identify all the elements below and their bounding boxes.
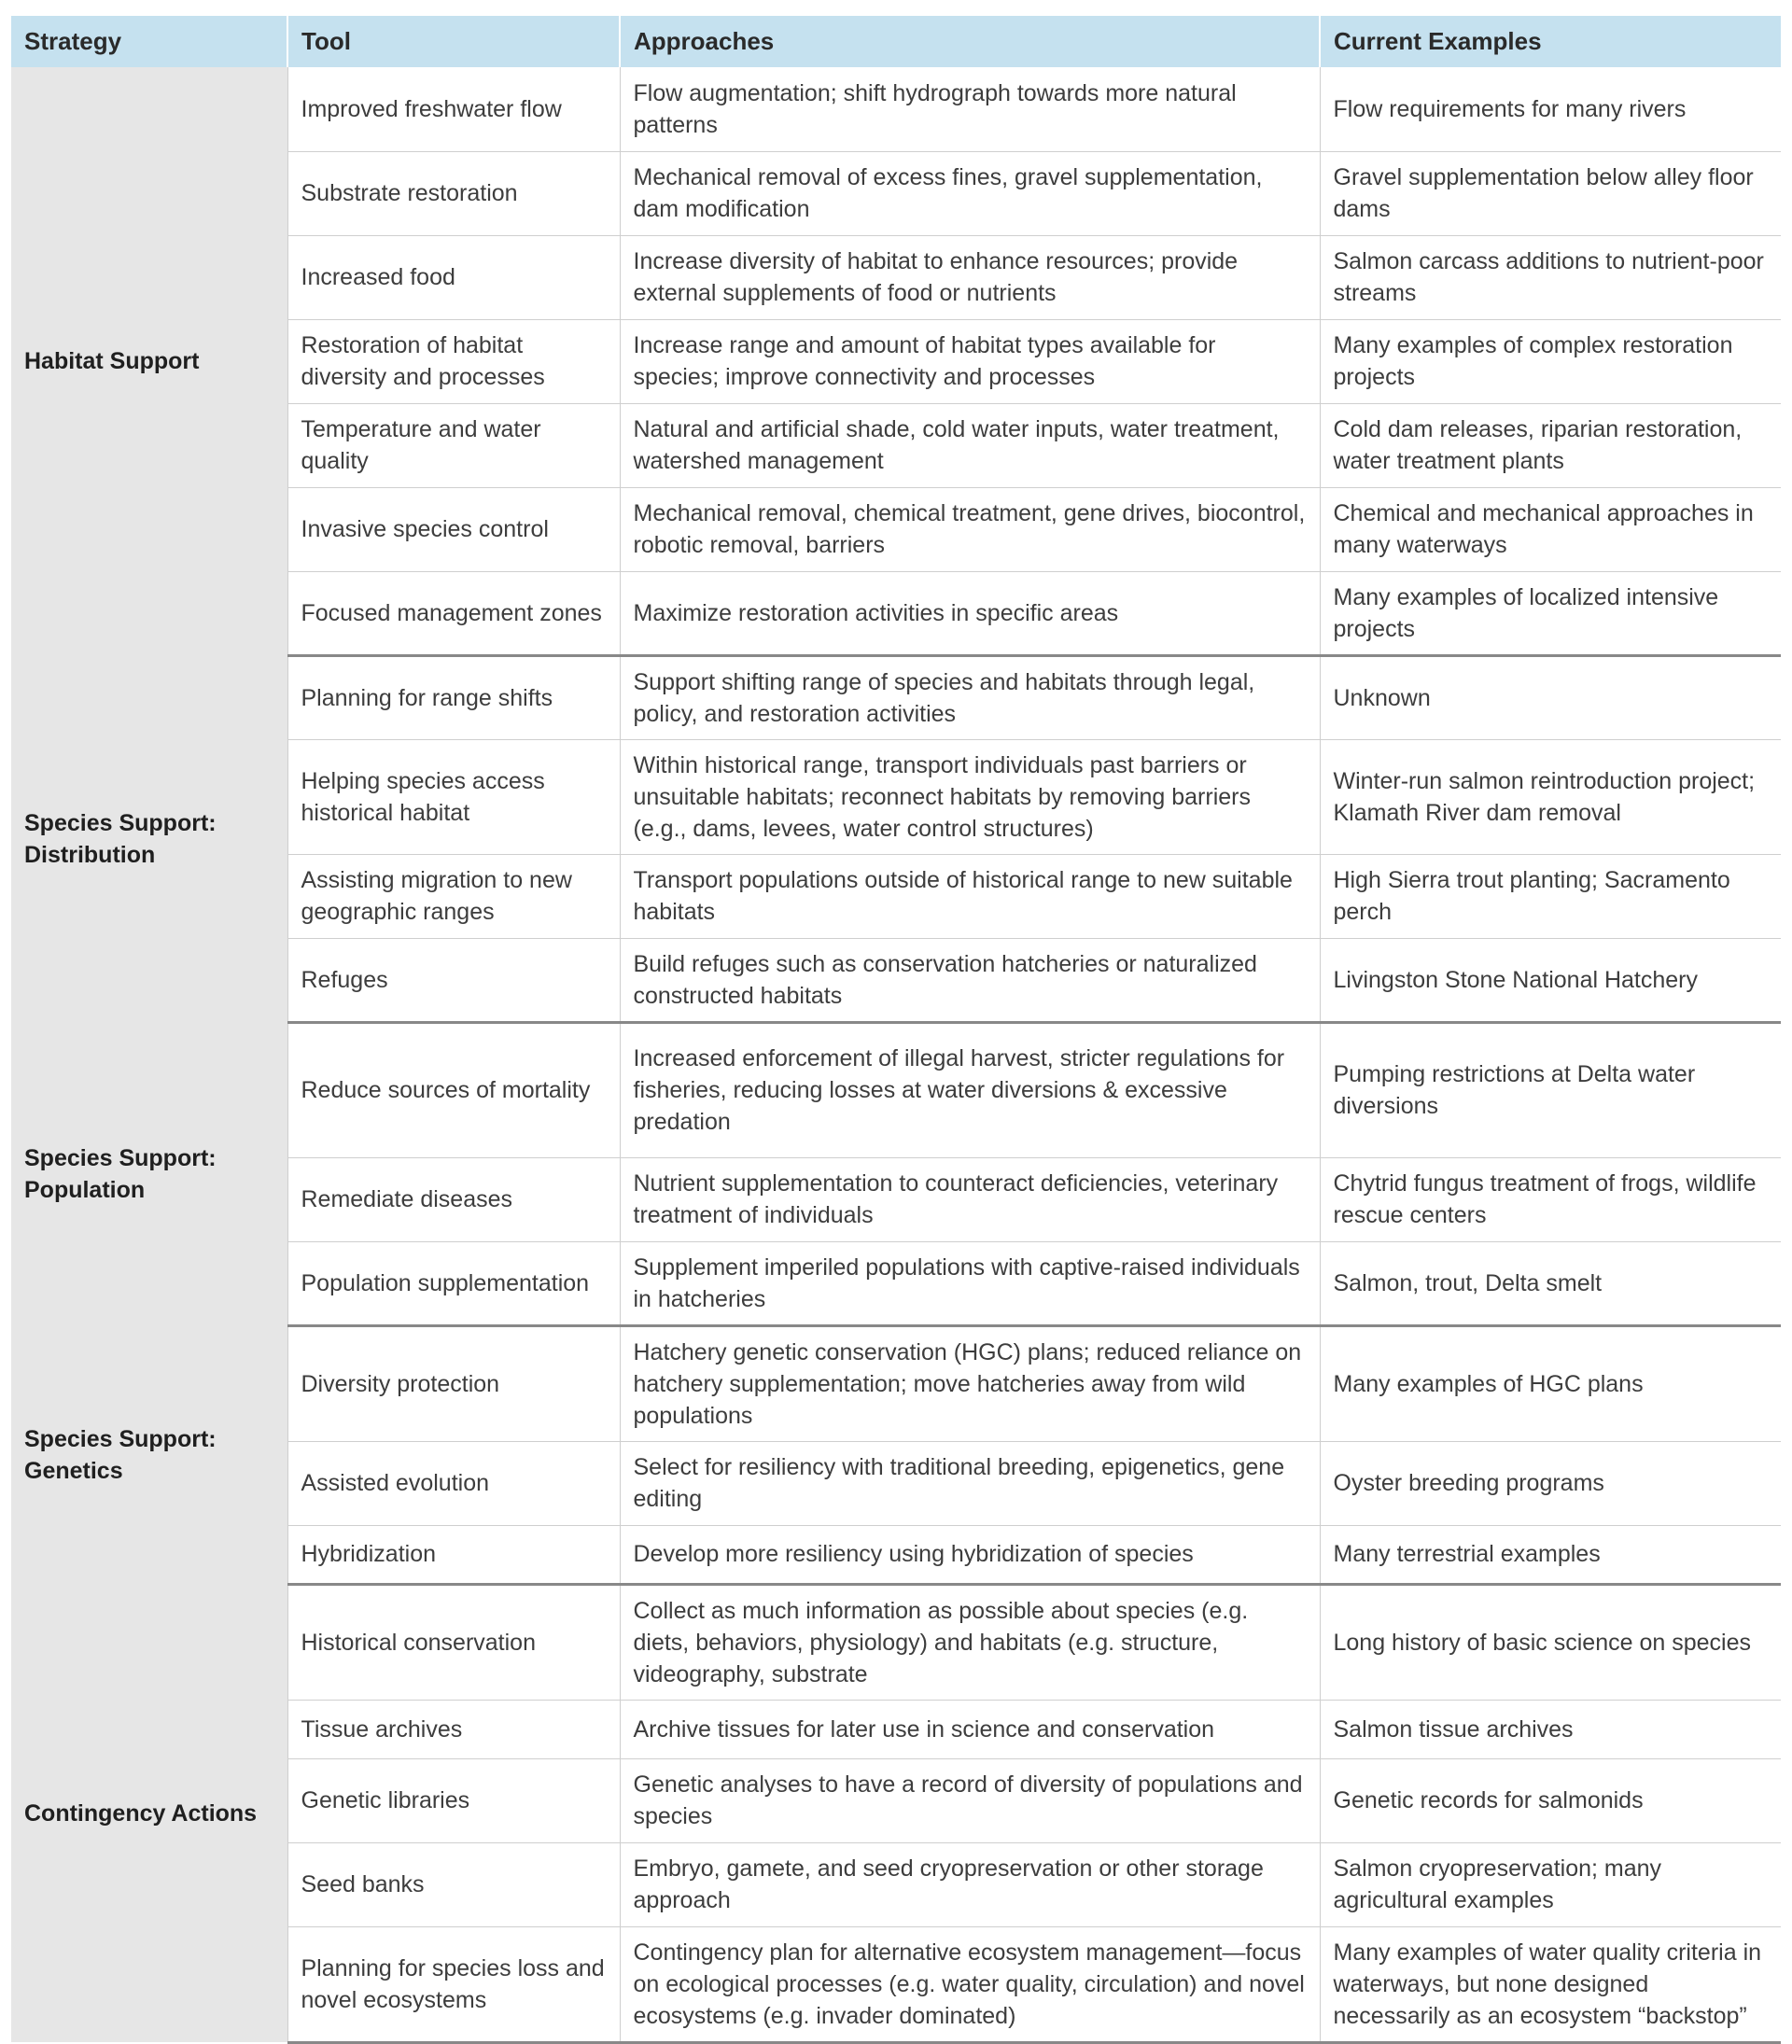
approach-cell: Mechanical removal of excess fines, gravel supplementation, dam modification — [620, 151, 1320, 235]
tool-cell: Substrate restoration — [287, 151, 620, 235]
tool-cell: Reduce sources of mortality — [287, 1022, 620, 1157]
tool-cell: Hybridization — [287, 1525, 620, 1584]
approach-cell: Build refuges such as conservation hatcheries or naturalized constructed habitats — [620, 938, 1320, 1022]
tool-cell: Temperature and water quality — [287, 403, 620, 487]
approach-cell: Collect as much information as possible about species (e.g. diets, behaviors, physiology) and habitats (e.g. structure, videography, substrate — [620, 1584, 1320, 1700]
example-cell: Salmon, trout, Delta smelt — [1320, 1241, 1781, 1325]
approach-cell: Develop more resiliency using hybridization of species — [620, 1525, 1320, 1584]
tool-cell: Historical conservation — [287, 1584, 620, 1700]
example-cell: Many terrestrial examples — [1320, 1525, 1781, 1584]
table-row — [11, 1022, 1781, 1157]
header-approaches: Approaches — [620, 16, 1320, 67]
table-header — [11, 16, 1781, 67]
approach-cell: Within historical range, transport individuals past barriers or unsuitable habitats; reconnect habitats by removing barriers (e.g., dams, levees, water control structures) — [620, 739, 1320, 854]
strategy-cell: Species Support: Genetics — [11, 1325, 287, 1584]
example-cell: Pumping restrictions at Delta water diversions — [1320, 1022, 1781, 1157]
approach-cell: Select for resiliency with traditional breeding, epigenetics, gene editing — [620, 1441, 1320, 1525]
example-cell: Many examples of water quality criteria in waterways, but none designed necessarily as an ecosystem “backstop” — [1320, 1926, 1781, 2042]
approach-cell: Increase range and amount of habitat types available for species; improve connectivity and processes — [620, 319, 1320, 403]
header-row — [11, 16, 1781, 67]
approach-cell: Transport populations outside of historical range to new suitable habitats — [620, 854, 1320, 938]
approach-cell: Genetic analyses to have a record of diversity of populations and species — [620, 1758, 1320, 1842]
tool-cell: Focused management zones — [287, 571, 620, 655]
tool-cell: Helping species access historical habitat — [287, 739, 620, 854]
tool-cell: Planning for range shifts — [287, 655, 620, 739]
approach-cell: Increased enforcement of illegal harvest, stricter regulations for fisheries, reducing losses at water diversions & excessive predation — [620, 1022, 1320, 1157]
tool-cell: Tissue archives — [287, 1700, 620, 1758]
tool-cell: Refuges — [287, 938, 620, 1022]
approach-cell: Maximize restoration activities in specific areas — [620, 571, 1320, 655]
tool-cell: Seed banks — [287, 1842, 620, 1926]
approach-cell: Support shifting range of species and habitats through legal, policy, and restoration activities — [620, 655, 1320, 739]
tool-cell: Restoration of habitat diversity and processes — [287, 319, 620, 403]
example-cell: Chytrid fungus treatment of frogs, wildlife rescue centers — [1320, 1157, 1781, 1241]
approach-cell: Supplement imperiled populations with captive-raised individuals in hatcheries — [620, 1241, 1320, 1325]
table-row — [11, 67, 1781, 151]
approach-cell: Mechanical removal, chemical treatment, gene drives, biocontrol, robotic removal, barriers — [620, 487, 1320, 571]
example-cell: Long history of basic science on species — [1320, 1584, 1781, 1700]
approach-cell: Archive tissues for later use in science and conservation — [620, 1700, 1320, 1758]
example-cell: High Sierra trout planting; Sacramento perch — [1320, 854, 1781, 938]
example-cell: Cold dam releases, riparian restoration, water treatment plants — [1320, 403, 1781, 487]
approach-cell: Hatchery genetic conservation (HGC) plans; reduced reliance on hatchery supplementation; move hatcheries away from wild populations — [620, 1325, 1320, 1441]
example-cell: Salmon carcass additions to nutrient-poor streams — [1320, 235, 1781, 319]
example-cell: Many examples of HGC plans — [1320, 1325, 1781, 1441]
header-tool: Tool — [287, 16, 620, 67]
tool-cell: Remediate diseases — [287, 1157, 620, 1241]
strategy-table — [11, 16, 1781, 2044]
strategy-cell: Habitat Support — [11, 67, 287, 655]
strategy-table-container — [11, 16, 1781, 2044]
example-cell: Unknown — [1320, 655, 1781, 739]
approach-cell: Embryo, gamete, and seed cryopreservation or other storage approach — [620, 1842, 1320, 1926]
tool-cell: Improved freshwater flow — [287, 67, 620, 151]
example-cell: Oyster breeding programs — [1320, 1441, 1781, 1525]
table-row — [11, 1325, 1781, 1441]
tool-cell: Planning for species loss and novel ecosystems — [287, 1926, 620, 2042]
example-cell: Salmon cryopreservation; many agricultural examples — [1320, 1842, 1781, 1926]
strategy-cell: Contingency Actions — [11, 1584, 287, 2042]
header-strategy: Strategy — [11, 16, 287, 67]
example-cell: Flow requirements for many rivers — [1320, 67, 1781, 151]
tool-cell: Diversity protection — [287, 1325, 620, 1441]
table-body — [11, 67, 1781, 2042]
tool-cell: Assisting migration to new geographic ranges — [287, 854, 620, 938]
example-cell: Many examples of complex restoration projects — [1320, 319, 1781, 403]
approach-cell: Natural and artificial shade, cold water inputs, water treatment, watershed management — [620, 403, 1320, 487]
tool-cell: Population supplementation — [287, 1241, 620, 1325]
approach-cell: Flow augmentation; shift hydrograph towards more natural patterns — [620, 67, 1320, 151]
table-row — [11, 1584, 1781, 1700]
example-cell: Winter-run salmon reintroduction project; Klamath River dam removal — [1320, 739, 1781, 854]
tool-cell: Assisted evolution — [287, 1441, 620, 1525]
example-cell: Chemical and mechanical approaches in many waterways — [1320, 487, 1781, 571]
tool-cell: Genetic libraries — [287, 1758, 620, 1842]
example-cell: Genetic records for salmonids — [1320, 1758, 1781, 1842]
header-current-examples: Current Examples — [1320, 16, 1781, 67]
example-cell: Many examples of localized intensive projects — [1320, 571, 1781, 655]
approach-cell: Nutrient supplementation to counteract deficiencies, veterinary treatment of individuals — [620, 1157, 1320, 1241]
example-cell: Gravel supplementation below alley floor dams — [1320, 151, 1781, 235]
strategy-cell: Species Support: Distribution — [11, 655, 287, 1022]
example-cell: Salmon tissue archives — [1320, 1700, 1781, 1758]
approach-cell: Increase diversity of habitat to enhance resources; provide external supplements of food or nutrients — [620, 235, 1320, 319]
tool-cell: Invasive species control — [287, 487, 620, 571]
strategy-cell: Species Support: Population — [11, 1022, 287, 1325]
example-cell: Livingston Stone National Hatchery — [1320, 938, 1781, 1022]
approach-cell: Contingency plan for alternative ecosystem management—focus on ecological processes (e.g. water quality, circulation) and novel ecosystems (e.g. invader dominated) — [620, 1926, 1320, 2042]
tool-cell: Increased food — [287, 235, 620, 319]
table-row — [11, 655, 1781, 739]
